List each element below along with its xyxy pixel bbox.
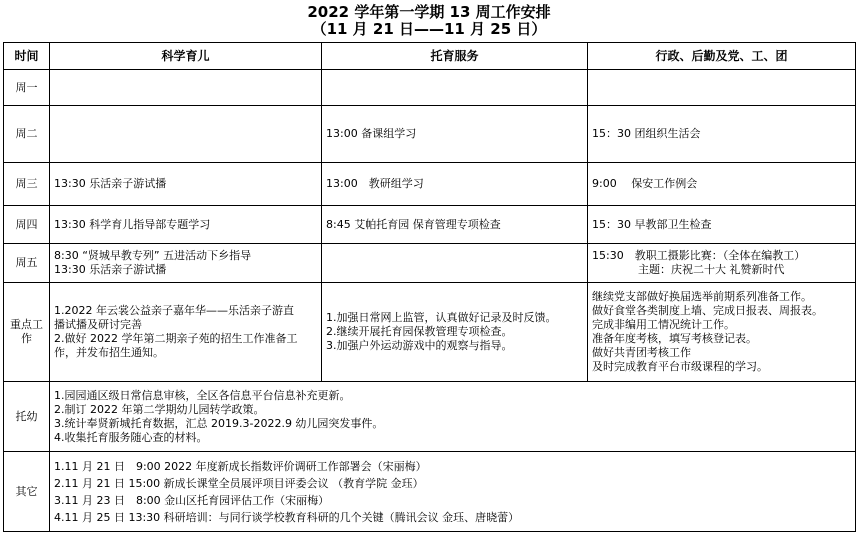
header-science: 科学育儿 bbox=[50, 43, 322, 70]
row-wednesday bbox=[4, 163, 856, 206]
key-science-line: 作，并发布招生通知。 bbox=[54, 346, 164, 359]
header-admin: 行政、后勤及党、工、团 bbox=[588, 43, 856, 70]
row-thursday bbox=[4, 206, 856, 244]
cell-mon-science bbox=[50, 70, 322, 106]
fri-admin-line: 15:30 教职工摄影比赛：（全体在编教工） bbox=[592, 249, 806, 262]
other-item: 2.11 月 21 日 15:00 新成长课堂全员展评项目评委会议 （教育学院 金珏） bbox=[54, 476, 424, 490]
cell-thu-science: 13:30 科学育儿指导部专题学习 bbox=[50, 206, 322, 244]
cell-fri-childcare bbox=[322, 244, 588, 283]
row-tuesday bbox=[4, 106, 856, 163]
tuoyou-item: 1.园园通区级日常信息审核，全区各信息平台信息补充更新。 bbox=[54, 388, 351, 402]
day-label-fri: 周五 bbox=[4, 244, 50, 283]
cell-key-admin bbox=[588, 283, 856, 382]
cell-thu-admin: 15：30 早教部卫生检查 bbox=[588, 206, 856, 244]
row-key-work bbox=[4, 283, 856, 382]
key-science-line: 播试播及研讨完善 bbox=[54, 318, 142, 331]
key-science-line: 2.做好 2022 学年第二期亲子苑的招生工作准备工 bbox=[54, 332, 298, 345]
tuoyou-label: 托幼 bbox=[4, 382, 50, 452]
cell-fri-admin bbox=[588, 244, 856, 283]
header-childcare: 托育服务 bbox=[322, 43, 588, 70]
document-title bbox=[0, 4, 858, 38]
key-work-label: 重点工作 bbox=[4, 283, 50, 382]
cell-mon-childcare bbox=[322, 70, 588, 106]
key-childcare-line: 1.加强日常网上监管，认真做好记录及时反馈。 bbox=[326, 311, 557, 324]
key-admin-line: 做好共青团考核工作 bbox=[592, 346, 691, 359]
cell-thu-childcare: 8:45 艾帕托育园 保育管理专项检查 bbox=[322, 206, 588, 244]
key-admin-line: 准备年度考核，填写考核登记表。 bbox=[592, 332, 757, 345]
row-friday bbox=[4, 244, 856, 283]
key-childcare-line: 3.加强户外运动游戏中的观察与指导。 bbox=[326, 339, 513, 352]
other-item: 4.11 月 25 日 13:30 科研培训：与同行谈学校教育科研的几个关键（腾讯会议 金珏、唐晓蕾） bbox=[54, 510, 520, 524]
title-line-2: （11 月 21 日——11 月 25 日） bbox=[311, 20, 547, 38]
key-science-line: 1.2022 年云裳公益亲子嘉年华——乐活亲子游直 bbox=[54, 304, 294, 317]
cell-wed-science: 13:30 乐活亲子游试播 bbox=[50, 163, 322, 206]
key-admin-line: 及时完成教育平台市级课程的学习。 bbox=[592, 360, 768, 373]
cell-other bbox=[50, 452, 856, 532]
key-admin-line: 继续党支部做好换届选举前期系列准备工作。 bbox=[592, 290, 812, 303]
tuoyou-item: 3.统计奉贤新城托育数据，汇总 2019.3-2022.9 幼儿园突发事件。 bbox=[54, 416, 384, 430]
day-label-wed: 周三 bbox=[4, 163, 50, 206]
cell-tuoyou bbox=[50, 382, 856, 452]
other-label: 其它 bbox=[4, 452, 50, 532]
row-monday bbox=[4, 70, 856, 106]
key-admin-line: 做好食堂各类制度上墙、完成日报表、周报表。 bbox=[592, 304, 823, 317]
row-tuoyou bbox=[4, 382, 856, 452]
cell-tue-admin: 15：30 团组织生活会 bbox=[588, 106, 856, 163]
header-time: 时间 bbox=[4, 43, 50, 70]
key-childcare-line: 2.继续开展托育园保教管理专项检查。 bbox=[326, 325, 513, 338]
other-item: 3.11 月 23 日 8:00 金山区托育园评估工作（宋丽梅） bbox=[54, 493, 330, 507]
day-label-thu: 周四 bbox=[4, 206, 50, 244]
cell-tue-science bbox=[50, 106, 322, 163]
cell-wed-childcare: 13:00 教研组学习 bbox=[322, 163, 588, 206]
header-row bbox=[4, 43, 856, 70]
day-label-mon: 周一 bbox=[4, 70, 50, 106]
row-other bbox=[4, 452, 856, 532]
fri-science-line: 13:30 乐活亲子游试播 bbox=[54, 263, 167, 276]
cell-mon-admin bbox=[588, 70, 856, 106]
day-label-tue: 周二 bbox=[4, 106, 50, 163]
tuoyou-item: 4.收集托育服务随心查的材料。 bbox=[54, 430, 208, 444]
cell-key-science bbox=[50, 283, 322, 382]
fri-admin-theme: 主题：庆祝二十大 礼赞新时代 bbox=[638, 263, 785, 276]
title-line-1: 2022 学年第一学期 13 周工作安排 bbox=[307, 3, 551, 21]
other-item: 1.11 月 21 日 9:00 2022 年度新成长指数评价调研工作部署会（宋丽梅） bbox=[54, 459, 427, 473]
tuoyou-item: 2.制订 2022 年第二学期幼儿园转学政策。 bbox=[54, 402, 265, 416]
fri-science-line: 8:30 “贤城早教专列” 五进活动下乡指导 bbox=[54, 249, 252, 262]
key-admin-line: 完成非编用工情况统计工作。 bbox=[592, 318, 735, 331]
schedule-table bbox=[3, 42, 856, 532]
cell-fri-science bbox=[50, 244, 322, 283]
cell-key-childcare bbox=[322, 283, 588, 382]
cell-tue-childcare: 13:00 备课组学习 bbox=[322, 106, 588, 163]
cell-wed-admin: 9:00 保安工作例会 bbox=[588, 163, 856, 206]
